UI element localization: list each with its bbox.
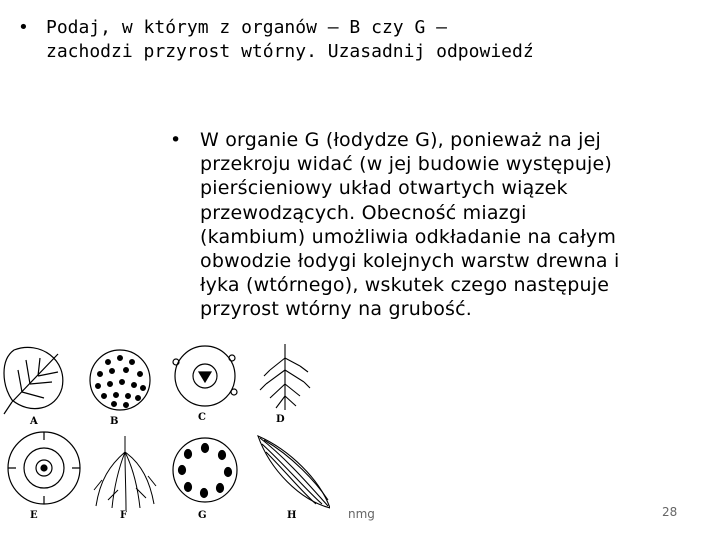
figure-label-c: C (198, 412, 206, 423)
cross-section-b (90, 350, 150, 410)
figure-label-a: A (30, 416, 38, 427)
figure-label-g: G (198, 510, 207, 521)
question-text: Podaj, w którym z organów – B czy G – zachodzi przyrost wtórny. Uzasadnij odpowiedź (46, 17, 534, 62)
cross-section-g (173, 438, 237, 502)
answer-bullet: • (170, 129, 182, 151)
plant-organs-figure (0, 340, 330, 530)
answer (170, 128, 690, 322)
answer-text: W organie G (łodydze G), ponieważ na jej przekroju widać (w jej budowie występuje) pierścieniowy układ otwartych wiązek przewodzących. Obecność miazgi (kambium) umożliwia odkładanie na całym obwodzie łodygi kolejnych warstw drewna i łyka (wtórnego), wskutek czego następuje przyrost wtórny na grubość. (200, 129, 620, 321)
figure-label-b: B (110, 416, 119, 427)
figure-label-h: H (287, 510, 297, 521)
question-bullet: • (18, 17, 29, 38)
figure-label-d: D (276, 414, 285, 425)
cross-section-c (173, 346, 237, 406)
footer-author: nmg (348, 507, 375, 521)
figure-label-f: F (120, 510, 128, 521)
cross-section-e (8, 432, 80, 504)
root-system-d (260, 344, 310, 410)
fibrous-roots-f (94, 436, 156, 510)
question (18, 16, 708, 64)
leaf-drawing-a (4, 347, 63, 414)
page-number: 28 (662, 505, 678, 519)
figure-label-e: E (30, 510, 38, 521)
leaf-drawing-h (258, 436, 330, 508)
